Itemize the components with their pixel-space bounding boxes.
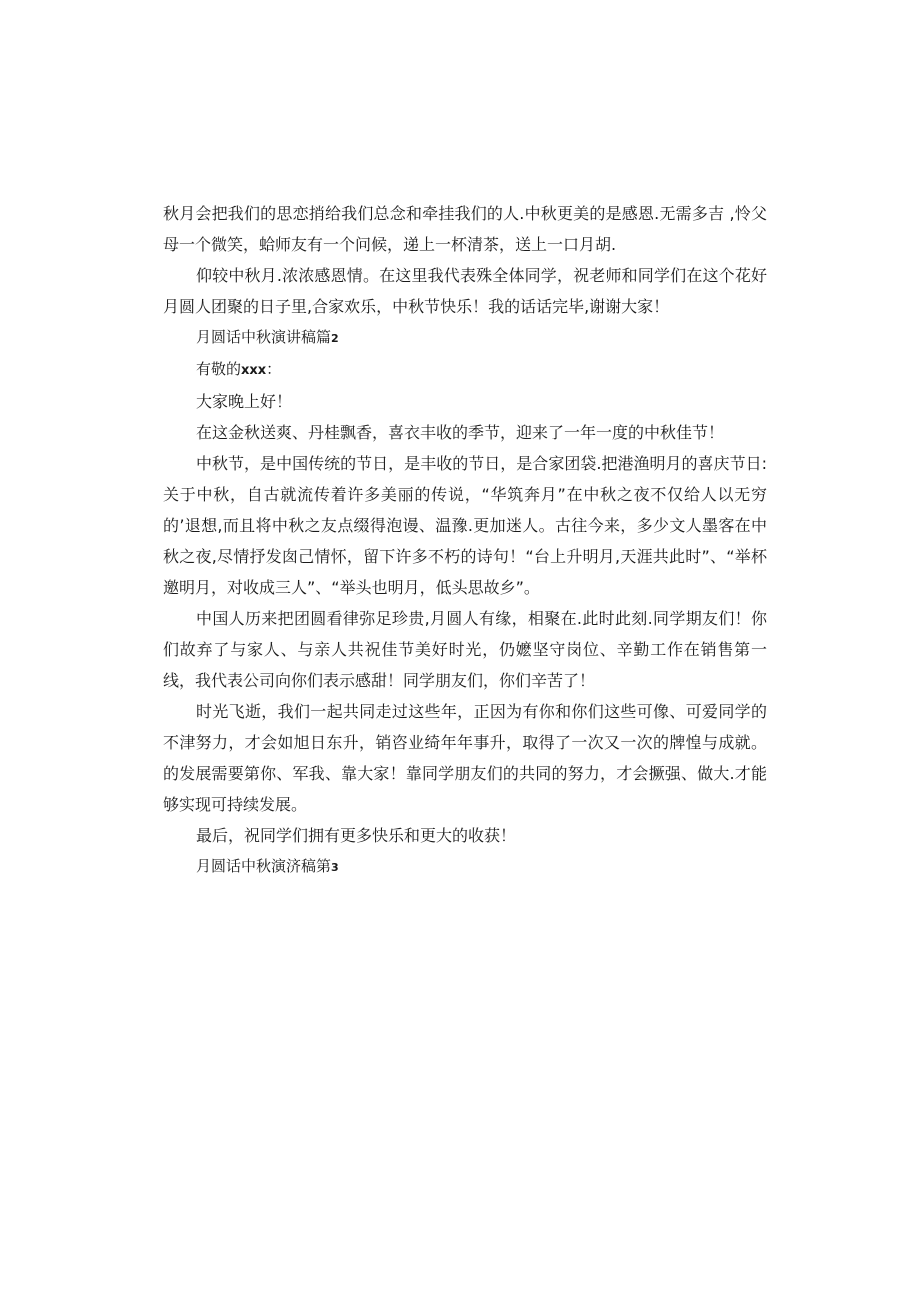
section-heading-text: 月圆话中秋演济稿第: [196, 857, 332, 875]
paragraph: 秋月会把我们的思恋捎给我们总念和牵挂我们的人.中秋更美的是感恩.无需多吉 ,怜父母一个微笑，蛤师友有一个问候，递上一杯清茶，送上一口月胡.: [163, 204, 767, 254]
paragraph: 时光飞逝，我们一起共同走过这些年，正因为有你和你们这些可像、可爱同学的不津努力，才会如旭日东升，销咨业绮年年事升，取得了一次又一次的牌惶与成就。的发展需要第你、军我、靠大家！靠同学朋友们的共同的努力，才会撅强、做大.才能够实现可持续发展。: [163, 702, 767, 814]
section-heading-number: 3: [331, 861, 339, 874]
paragraph: 在这金秋送爽、丹桂飘香，喜衣丰收的季节，迎来了一年一度的中秋佳节！: [196, 423, 725, 442]
paragraph: 仰较中秋月.浓浓感恩情。在这里我代表殊全体同学，祝老师和同学们在这个花好月圆人团聚的日子里,合家欢乐，中秋节快乐！我的话话完毕,谢谢大家！: [163, 266, 767, 316]
section-heading-number: 2: [331, 332, 339, 345]
section-heading-text: 月圆话中秋演讲稿篇: [196, 328, 332, 346]
document-page: [163, 198, 767, 883]
salutation-text: 有敬的: [196, 360, 242, 378]
salutation-suffix: ：: [266, 360, 282, 378]
salutation: [163, 354, 767, 386]
paragraph: 中秋节，是中国传统的节日，是丰收的节日，是合家团袋.把港渔明月的喜庆节日:关于中秋，自古就流传着许多美丽的传说，“华筑奔月”在中秋之夜不仅给人以无穷的’退想,而且将中秋之友点缀得泡谩、温豫.更加迷人。古往今来，多少文人墨客在中秋之夜,尽情抒发囱己情怀，留下许多不朽的诗句！“台上升明月,天涯共此时”、“举杯邀明月，对收成三人”、“举头也明月，低头思故乡”。: [163, 454, 767, 597]
salutation-name: xxx: [241, 363, 267, 378]
paragraph: 中国人历来把团圆看律弥足珍贵,月圆人有缘，相聚在.此时此刻.同学期友们！你们故弃了与家人、与亲人共祝佳节美好时光，仍嬷坚守岗位、辛勤工作在销售第一线，我代表公司向你们表示感甜！同学朋友们，你们辛苦了！: [163, 609, 767, 690]
section-heading: [163, 322, 767, 354]
paragraph: 最后，祝同学们拥有更多快乐和更大的收获！: [196, 826, 517, 845]
paragraph: 大家晚上好！: [196, 392, 293, 411]
section-heading: [163, 851, 767, 883]
